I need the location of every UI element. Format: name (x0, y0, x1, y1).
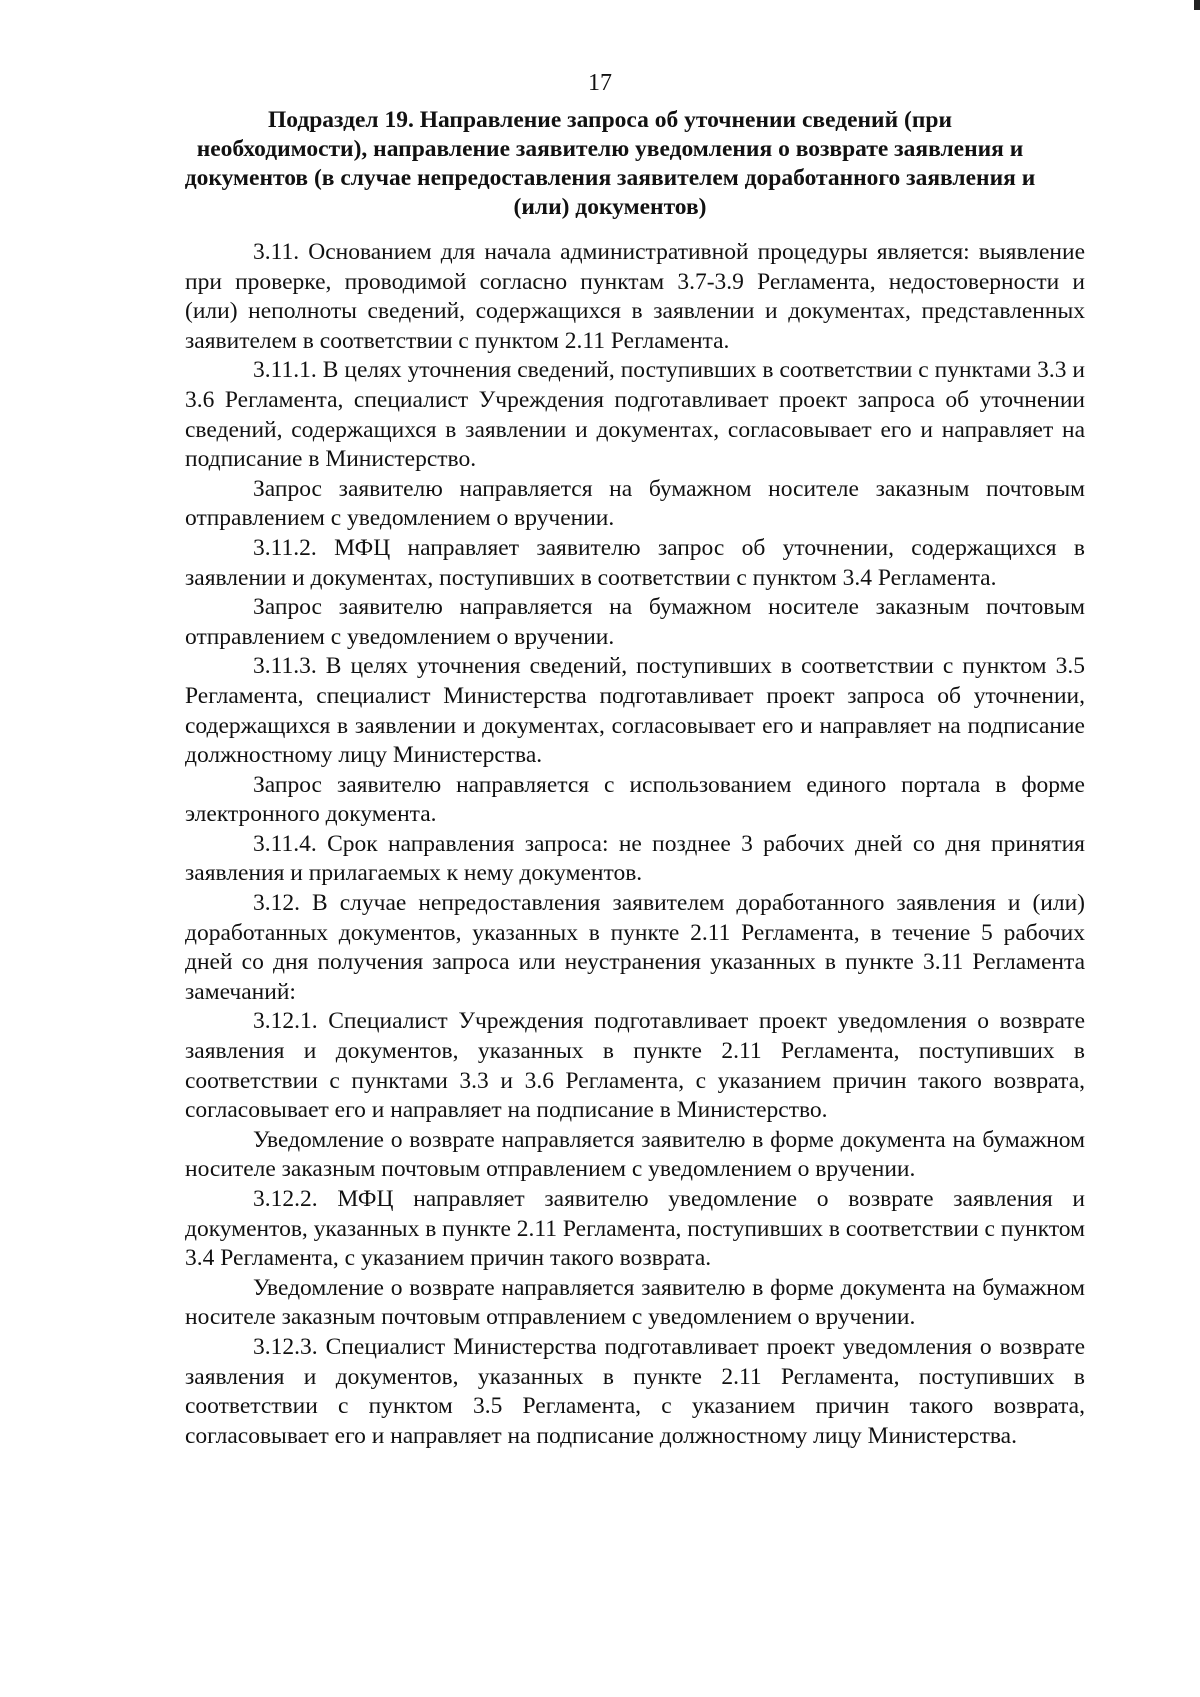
paragraph-3-12-1-note: Уведомление о возврате направляется заявителю в форме документа на бумажном носителе заказным почтовым отправлением с уведомлением о вручении. (185, 1126, 1085, 1183)
paragraph-3-12-3: 3.12.3. Специалист Министерства подготавливает проект уведомления о возврате заявления и документов, указанных в пункте 2.11 Регламента, поступивших в соответствии с пунктом 3.5 Регламента, с указанием причин такого возврата, согласовывает его и направляет на подписание должностному лицу Министерства. (185, 1333, 1085, 1449)
paragraph-3-11-4: 3.11.4. Срок направления запроса: не позднее 3 рабочих дней со дня принятия заявления и прилагаемых к нему документов. (185, 830, 1085, 887)
paragraph-3-11-2-note: Запрос заявителю направляется на бумажном носителе заказным почтовым отправлением с уведомлением о вручении. (185, 594, 1085, 650)
paragraph-3-12-1: 3.12.1. Специалист Учреждения подготавливает проект уведомления о возврате заявления и документов, указанных в пункте 2.11 Регламента, поступивших в соответствии с пунктами 3.3 и 3.6 Регламента, с указанием причин такого возврата, согласовывает его и направляет на подписание в Министерство. (185, 1008, 1085, 1124)
paragraph-3-12-2-note: Уведомление о возврате направляется заявителю в форме документа на бумажном носителе заказным почтовым отправлением с уведомлением о вручении. (185, 1274, 1085, 1331)
paragraph-3-12: 3.12. В случае непредоставления заявителем доработанного заявления и (или) доработанных документов, указанных в пункте 2.11 Регламента, в течение 5 рабочих дней со дня получения запроса или неустранения указанных в пункте 3.11 Регламента замечаний: (185, 890, 1085, 1005)
page-number: 17 (588, 70, 612, 96)
scan-edge-mark (1194, 0, 1200, 10)
paragraph-3-11-3-note: Запрос заявителю направляется с использованием единого портала в форме электронного документа. (185, 771, 1085, 828)
paragraph-3-11-1-note: Запрос заявителю направляется на бумажном носителе заказным почтовым отправлением с уведомлением о вручении. (185, 475, 1085, 532)
paragraph-3-11: 3.11. Основанием для начала административной процедуры является: выявление при проверке, проводимой согласно пунктам 3.7-3.9 Регламента, недостоверности и (или) неполноты сведений, содержащихся в заявлении и документах, представленных заявителем в соответствии с пунктом 2.11 Регламента. (185, 239, 1085, 354)
document-body (185, 238, 1085, 1451)
paragraph-3-12-2: 3.12.2. МФЦ направляет заявителю уведомление о возврате заявления и документов, указанных в пункте 2.11 Регламента, поступивших в соответствии с пунктом 3.4 Регламента, с указанием причин такого возврата. (185, 1186, 1085, 1272)
paragraph-3-11-3: 3.11.3. В целях уточнения сведений, поступивших в соответствии с пунктом 3.5 Регламента, специалист Министерства подготавливает проект запроса об уточнении, содержащихся в заявлении и документах, согласовывает его и направляет на подписание должностному лицу Министерства. (185, 653, 1085, 769)
paragraph-3-11-2: 3.11.2. МФЦ направляет заявителю запрос об уточнении, содержащихся в заявлении и документах, поступивших в соответствии с пунктом 3.4 Регламента. (185, 534, 1085, 591)
section-heading: Подраздел 19. Направление запроса об уточнении сведений (при необходимости), направление заявителю уведомления о возврате заявления и документов (в случае непредоставления заявителем доработанного заявления и (или) документов) (184, 107, 1036, 220)
paragraph-3-11-1: 3.11.1. В целях уточнения сведений, поступивших в соответствии с пунктами 3.3 и 3.6 Регламента, специалист Учреждения подготавливает проект запроса об уточнении сведений, содержащихся в заявлении и документах, согласовывает его и направляет на подписание в Министерство. (185, 357, 1085, 473)
